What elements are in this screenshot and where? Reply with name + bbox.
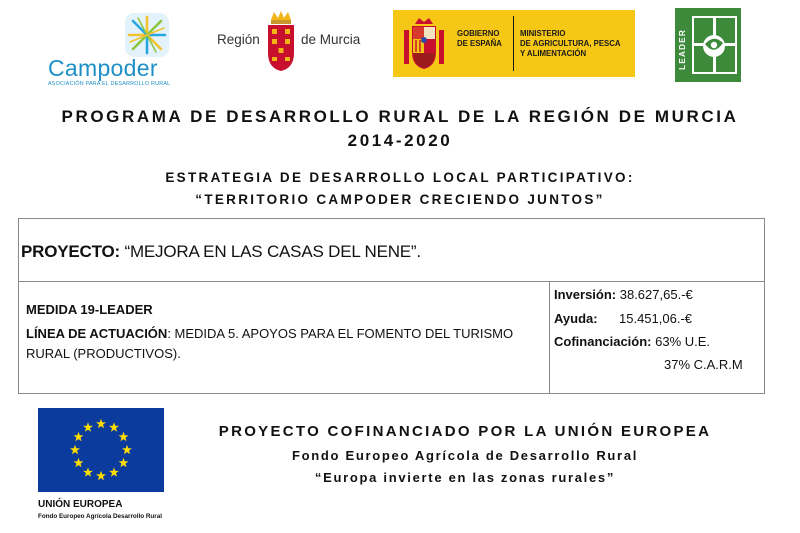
murcia-text-left: Región (217, 32, 260, 47)
eu-star (122, 445, 132, 454)
eu-flag (38, 408, 164, 492)
eu-star (70, 445, 80, 454)
box-column-divider (549, 281, 550, 393)
project-title (21, 242, 421, 262)
linea-label: LÍNEA DE ACTUACIÓN (26, 326, 168, 341)
eu-star (96, 419, 106, 428)
campoder-name: Campoder (48, 55, 158, 81)
eu-star (109, 422, 119, 431)
inversion-label: Inversión: (554, 287, 617, 302)
leader-vertical-text (676, 16, 688, 76)
spain-coat-of-arms-icon (401, 16, 447, 71)
strategy-name: “TERRITORIO CAMPODER CRECIENDO JUNTOS” (195, 192, 605, 207)
cofinanciacion-ue: 63% U.E. (651, 334, 711, 349)
project-name: “MEJORA EN LAS CASAS DEL NENE”. (119, 242, 421, 261)
cofinanciacion-label: Cofinanciación: (554, 334, 652, 349)
eu-star (109, 467, 119, 476)
cofinanciacion-carm: 37% C.A.R.M (664, 357, 743, 372)
fund-name: Fondo Europeo Agrícola de Desarrollo Rural (291, 448, 639, 463)
cofinanced-title: PROYECTO COFINANCIADO POR LA UNIÓN EUROPEA (218, 423, 712, 440)
svg-text:LEADER: LEADER (677, 29, 687, 70)
program-years: 2014-2020 (347, 131, 453, 150)
inversion-row (554, 287, 693, 302)
box-row-divider (19, 281, 764, 282)
eu-star (96, 471, 106, 480)
program-title: PROGRAMA DE DESARROLLO RURAL DE LA REGIÓN DE MURCIA (61, 107, 739, 126)
gobierno-divider (513, 16, 514, 71)
ayuda-label: Ayuda: (554, 311, 598, 326)
murcia-crest-icon (265, 10, 297, 72)
eu-stars-icon (38, 408, 164, 492)
ministerio-text: MINISTERIO DE AGRICULTURA, PESCA Y ALIMENTACIÓN (520, 29, 621, 58)
campoder-logo (46, 12, 174, 87)
project-info-box (18, 218, 765, 394)
ayuda-value: 15.451,06.-€ (619, 311, 693, 326)
eu-star (83, 422, 93, 431)
strategy-title: ESTRATEGIA DE DESARROLLO LOCAL PARTICIPATIVO: (165, 170, 635, 185)
region-murcia-logo (215, 10, 365, 74)
linea-text: : MEDIDA 5. APOYOS PARA EL FOMENTO DEL TURISMO RURAL (PRODUCTIVOS). (26, 326, 514, 361)
eu-label: UNIÓN EUROPEA (38, 499, 123, 510)
eu-fund-label: Fondo Europeo Agrícola Desarrollo Rural (38, 513, 162, 520)
gobierno-text: GOBIERNO DE ESPAÑA (457, 29, 502, 48)
cofinanciacion-row (554, 334, 710, 349)
eu-star (74, 458, 84, 467)
eu-motto: “Europa invierte en las zonas rurales” (314, 470, 616, 485)
campoder-tagline: ASOCIACIÓN PARA EL DESARROLLO RURAL (48, 81, 171, 87)
campoder-emblem-icon (124, 12, 170, 58)
eu-star (83, 467, 93, 476)
project-label: PROYECTO: (21, 242, 120, 261)
inversion-value: 38.627,65.-€ (616, 287, 693, 302)
eu-star (119, 432, 129, 441)
leader-logo (675, 8, 741, 82)
linea-actuacion (26, 324, 526, 364)
gobierno-espana-logo (393, 10, 635, 77)
eu-star (74, 432, 84, 441)
medida-label: MEDIDA 19-LEADER (26, 302, 153, 317)
murcia-text-right: de Murcia (301, 32, 361, 47)
leader-emblem-icon (690, 12, 739, 78)
eu-star (119, 458, 129, 467)
